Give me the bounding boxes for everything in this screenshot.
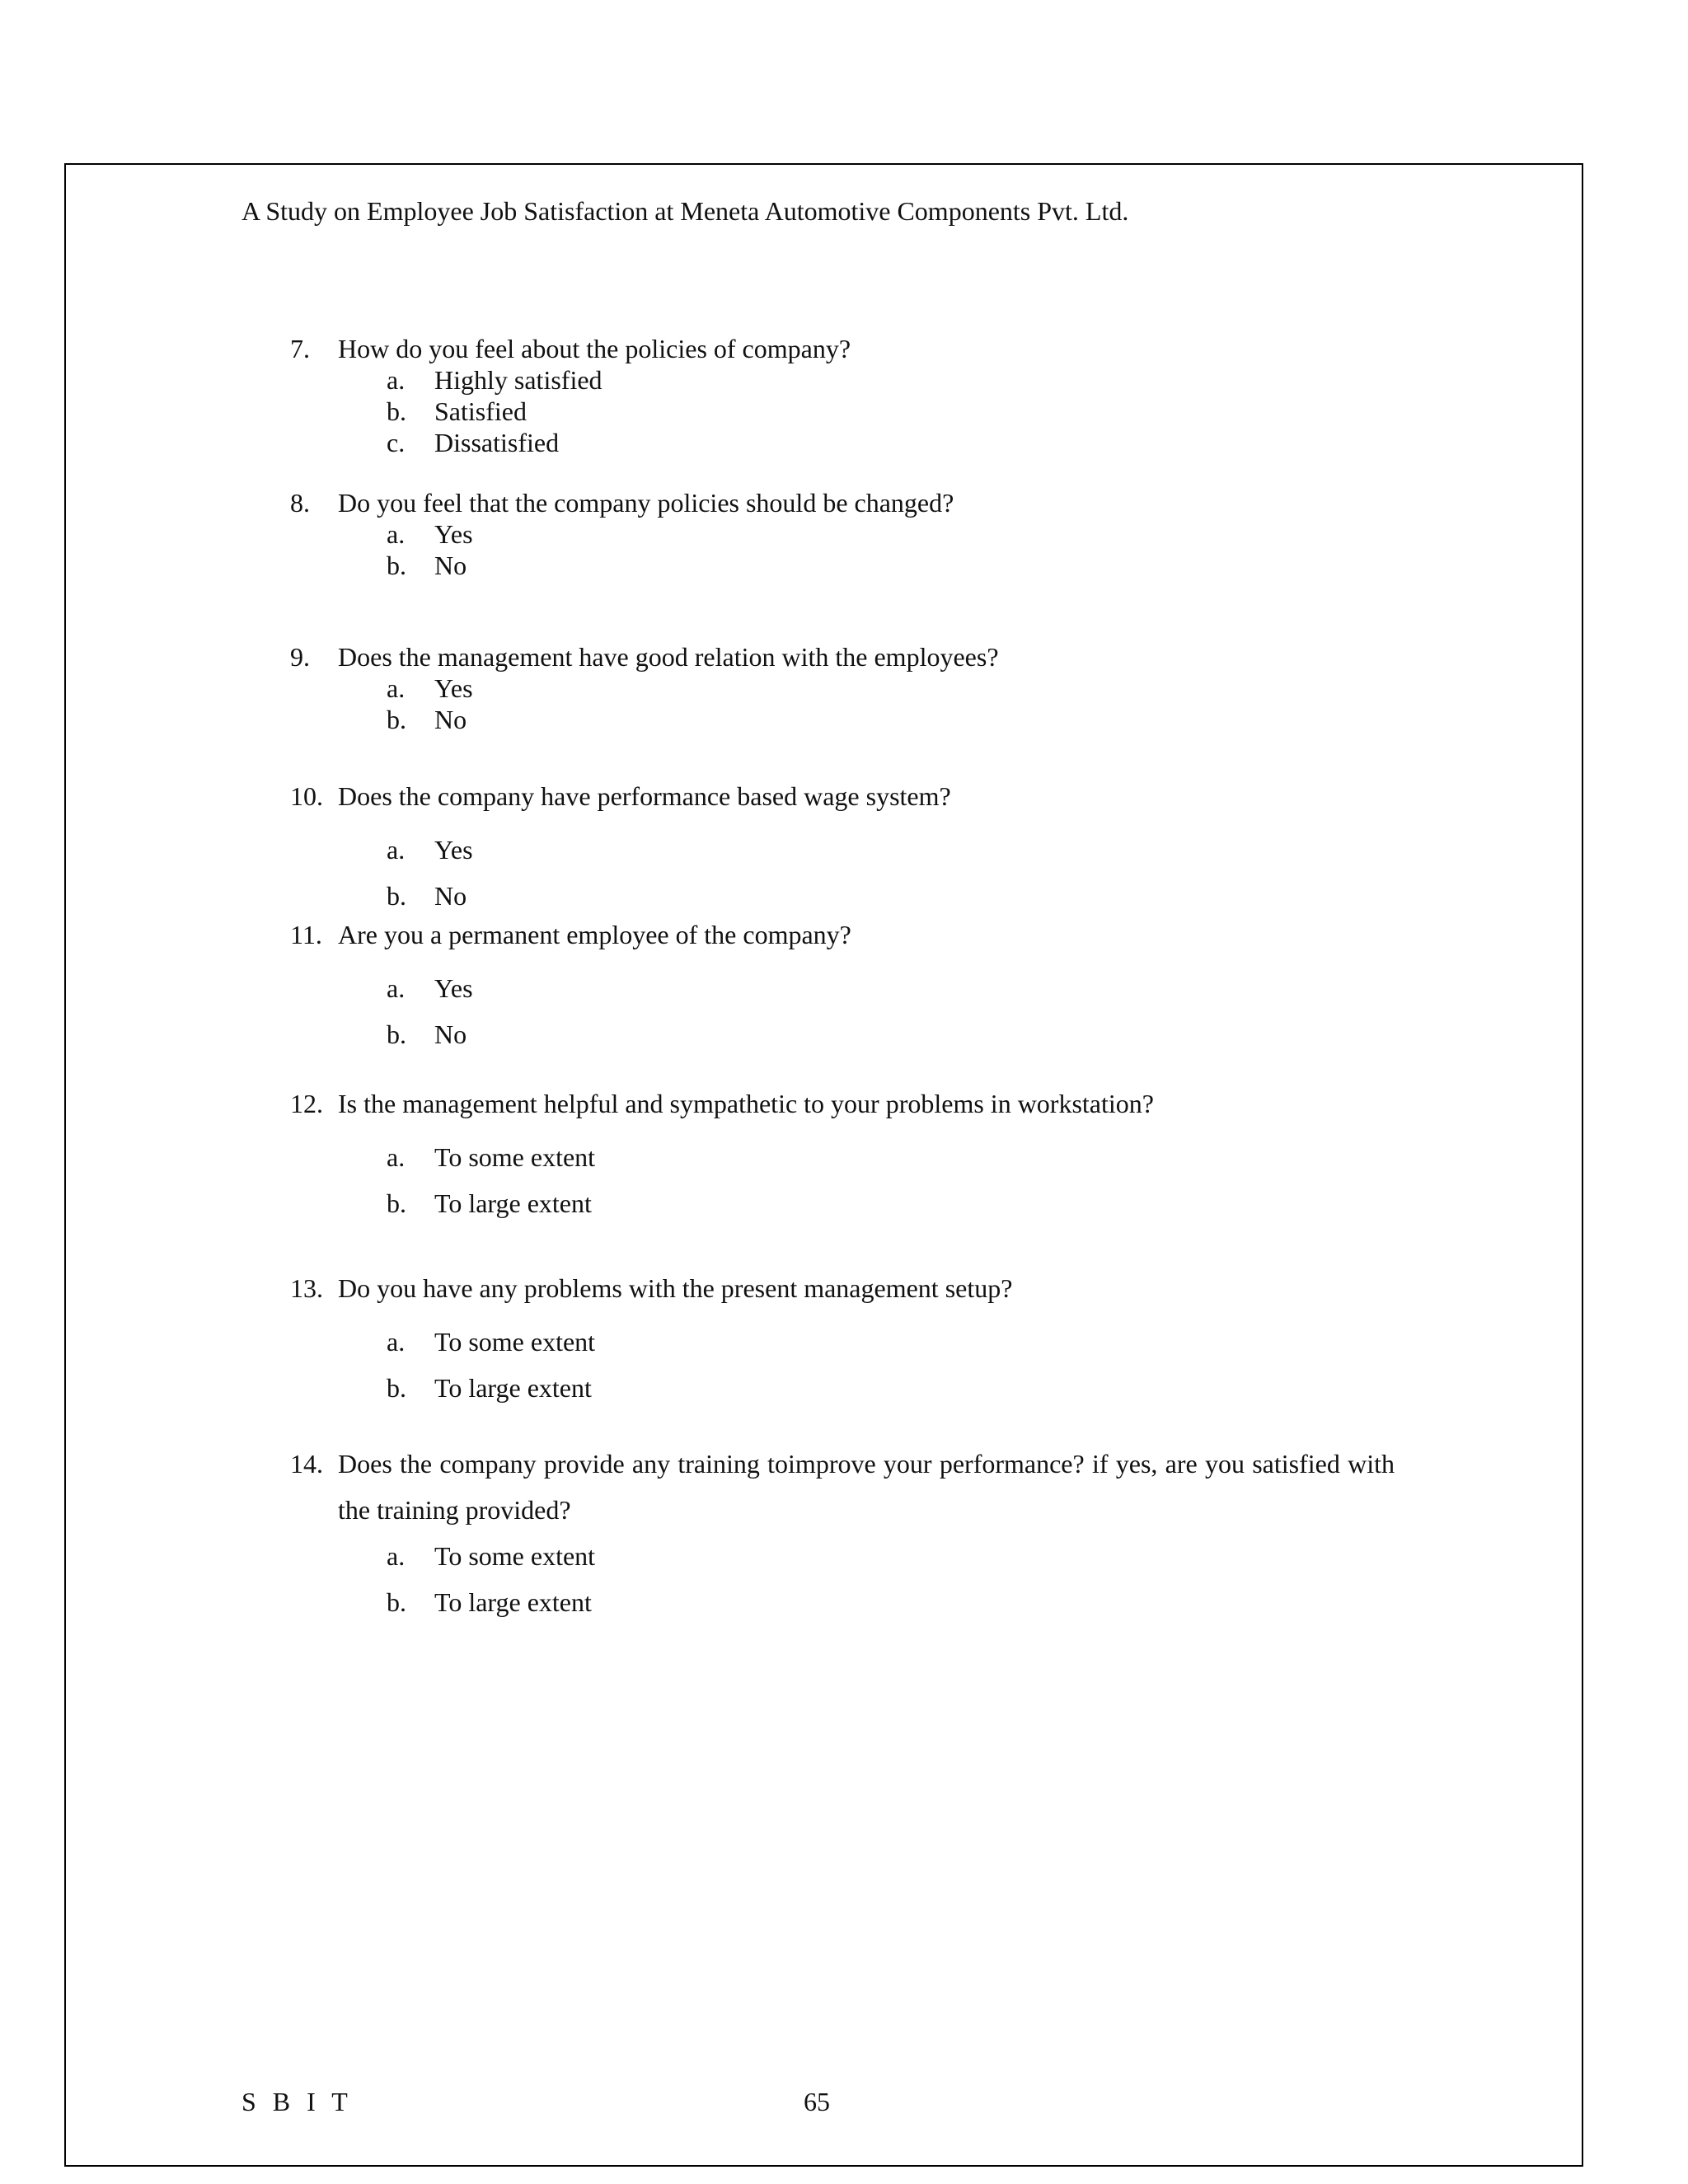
option-label: To some extent [434, 1142, 596, 1172]
option-label: Yes [434, 673, 473, 703]
question-number: 7. [290, 334, 310, 363]
option-item [290, 364, 1395, 396]
option-label: Dissatisfied [434, 428, 560, 457]
option-item [290, 1134, 1395, 1180]
option-item [290, 1011, 1395, 1057]
option-item [290, 1533, 1395, 1579]
option-letter: a. [387, 835, 406, 865]
question-8 [290, 487, 1395, 581]
option-letter: a. [387, 1327, 406, 1357]
option-label: Yes [434, 973, 473, 1003]
option-list [290, 673, 1395, 735]
option-letter: a. [387, 673, 406, 703]
option-item [290, 673, 1395, 704]
question-12 [290, 1088, 1395, 1226]
question-number: 12. [290, 1089, 323, 1118]
option-list [290, 827, 1395, 919]
option-label: To some extent [434, 1541, 596, 1571]
option-letter: b. [387, 1587, 406, 1617]
option-item [290, 396, 1395, 427]
option-letter: a. [387, 365, 406, 395]
question-10 [290, 780, 1395, 919]
option-letter: b. [387, 1019, 406, 1049]
option-list [290, 518, 1395, 581]
option-letter: b. [387, 1373, 406, 1403]
question-text: How do you feel about the policies of company? [338, 334, 851, 363]
option-label: No [434, 705, 467, 734]
question-number: 8. [290, 488, 310, 518]
option-list [290, 1319, 1395, 1411]
option-label: Yes [434, 835, 473, 865]
option-label: Yes [434, 519, 473, 549]
option-label: To large extent [434, 1373, 592, 1403]
question-text: Does the company have performance based wage system? [338, 781, 951, 811]
option-letter: c. [387, 428, 406, 457]
option-letter: a. [387, 1541, 406, 1571]
option-label: To some extent [434, 1327, 596, 1357]
option-label: To large extent [434, 1188, 592, 1218]
option-item [290, 518, 1395, 550]
question-number: 14. [290, 1449, 323, 1479]
option-letter: b. [387, 881, 406, 911]
option-item [290, 1319, 1395, 1365]
option-item [290, 1180, 1395, 1226]
question-text: Does the management have good relation with the employees? [338, 642, 999, 672]
page-header-title: A Study on Employee Job Satisfaction at Meneta Automotive Components Pvt. Ltd. [241, 196, 1129, 226]
question-number: 10. [290, 781, 323, 811]
option-letter: b. [387, 1188, 406, 1218]
option-item [290, 965, 1395, 1011]
option-label: Highly satisfied [434, 365, 603, 395]
question-11 [290, 919, 1395, 1057]
option-list [290, 1533, 1395, 1625]
option-label: No [434, 881, 467, 911]
question-number: 13. [290, 1273, 323, 1303]
footer-institution: S B I T [241, 2087, 353, 2116]
option-label: Satisfied [434, 396, 527, 426]
option-item [290, 427, 1395, 458]
option-letter: a. [387, 519, 406, 549]
option-item [290, 1579, 1395, 1625]
option-item [290, 827, 1395, 873]
page-number: 65 [804, 2087, 830, 2116]
question-13 [290, 1272, 1395, 1411]
option-item [290, 1365, 1395, 1411]
option-letter: a. [387, 1142, 406, 1172]
question-text: Are you a permanent employee of the company? [338, 920, 851, 949]
question-text: Do you have any problems with the present management setup? [338, 1273, 1013, 1303]
option-label: No [434, 551, 467, 580]
option-item [290, 704, 1395, 735]
question-number: 11. [290, 920, 322, 949]
option-label: No [434, 1019, 467, 1049]
question-text: Does the company provide any training toimprove your performance? if yes, are you satisfied with the training provided? [338, 1449, 1395, 1525]
option-list [290, 965, 1395, 1057]
question-7 [290, 333, 1395, 458]
option-letter: b. [387, 551, 406, 580]
question-14 [290, 1441, 1395, 1625]
question-9 [290, 641, 1395, 735]
option-list [290, 1134, 1395, 1226]
option-item [290, 550, 1395, 581]
option-letter: a. [387, 973, 406, 1003]
question-text: Is the management helpful and sympathetic to your problems in workstation? [338, 1089, 1154, 1118]
option-item [290, 873, 1395, 919]
option-list [290, 364, 1395, 458]
question-text: Do you feel that the company policies should be changed? [338, 488, 954, 518]
question-number: 9. [290, 642, 310, 672]
option-letter: b. [387, 396, 406, 426]
option-label: To large extent [434, 1587, 592, 1617]
option-letter: b. [387, 705, 406, 734]
